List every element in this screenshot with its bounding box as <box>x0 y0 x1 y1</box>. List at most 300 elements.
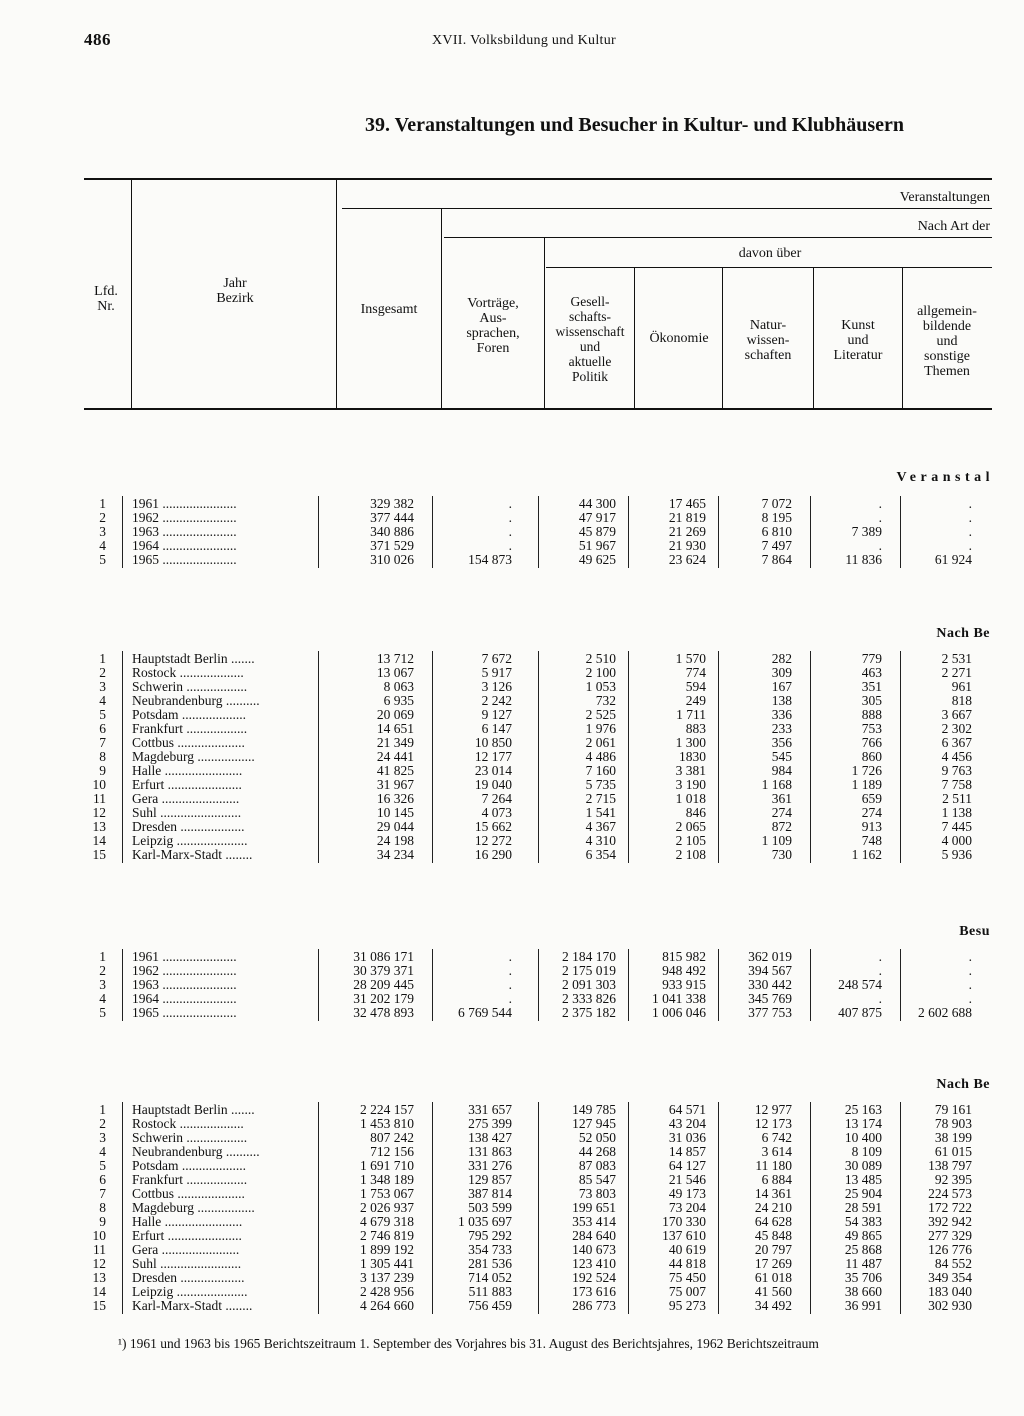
cell-value: . <box>508 963 512 978</box>
column-separator <box>900 496 901 568</box>
row-number: 13 <box>92 819 106 834</box>
cell-value: . <box>508 538 512 553</box>
cell-value: 2 333 826 <box>562 991 616 1006</box>
cell-value: 2 602 688 <box>918 1005 972 1020</box>
cell-value: 356 <box>771 735 792 750</box>
cell-value: 64 127 <box>668 1158 706 1173</box>
row-label: 1962 ...................... <box>132 964 237 978</box>
table-row <box>80 511 990 525</box>
table-row <box>80 1285 990 1299</box>
row-label: Potsdam ................... <box>132 1159 247 1173</box>
cell-value: 3 667 <box>941 707 972 722</box>
column-separator <box>432 949 433 1021</box>
header-divider-6 <box>722 267 723 408</box>
row-number: 6 <box>99 721 106 736</box>
cell-value: 1 348 189 <box>360 1172 414 1187</box>
cell-value: 20 069 <box>376 707 414 722</box>
cell-value: 2 531 <box>941 651 972 666</box>
cell-value: . <box>968 524 972 539</box>
cell-value: 6 935 <box>383 693 414 708</box>
cell-value: . <box>878 963 882 978</box>
cell-value: 7 072 <box>761 496 792 511</box>
column-separator <box>122 496 123 568</box>
cell-value: 3 190 <box>675 777 706 792</box>
cell-value: 138 797 <box>928 1158 972 1173</box>
cell-value: 2 746 819 <box>360 1228 414 1243</box>
column-separator <box>900 651 901 863</box>
cell-value: 2 105 <box>675 833 706 848</box>
cell-value: 2 511 <box>942 791 972 806</box>
section-heading-veranstaltungen-years: Veranstal <box>896 470 994 485</box>
cell-value: 1 691 710 <box>360 1158 414 1173</box>
cell-value: 49 625 <box>578 552 616 567</box>
table-row <box>80 722 990 736</box>
header-rule-nach-art <box>444 237 992 238</box>
cell-value: 79 161 <box>934 1102 972 1117</box>
cell-value: 6 884 <box>761 1172 792 1187</box>
table-row <box>80 950 990 964</box>
cell-value: 248 574 <box>838 977 882 992</box>
cell-value: 330 442 <box>748 977 792 992</box>
row-number: 5 <box>99 1005 106 1020</box>
cell-value: 172 722 <box>928 1200 972 1215</box>
running-head: XVII. Volksbildung und Kultur <box>432 33 616 48</box>
table-row <box>80 1173 990 1187</box>
column-separator <box>628 949 629 1021</box>
cell-value: . <box>508 524 512 539</box>
cell-value: 6 354 <box>585 847 616 862</box>
section-heading-besucher-years: Besu <box>959 924 990 939</box>
cell-value: 1 053 <box>585 679 616 694</box>
table-row <box>80 1271 990 1285</box>
cell-value: 5 735 <box>585 777 616 792</box>
cell-value: 732 <box>595 693 616 708</box>
table-row <box>80 1215 990 1229</box>
cell-value: 4 264 660 <box>360 1298 414 1313</box>
table-row <box>80 694 990 708</box>
column-separator <box>122 651 123 863</box>
row-number: 2 <box>99 665 106 680</box>
cell-value: 52 050 <box>578 1130 616 1145</box>
cell-value: 331 276 <box>468 1158 512 1173</box>
cell-value: 75 007 <box>668 1284 706 1299</box>
cell-value: 51 967 <box>578 538 616 553</box>
cell-value: 7 672 <box>481 651 512 666</box>
cell-value: . <box>508 977 512 992</box>
table-row <box>80 992 990 1006</box>
cell-value: 7 264 <box>481 791 512 806</box>
column-separator <box>718 651 719 863</box>
cell-value: 748 <box>861 833 882 848</box>
cell-value: 1 300 <box>675 735 706 750</box>
row-label: Gera ....................... <box>132 1243 240 1257</box>
cell-value: 8 195 <box>761 510 792 525</box>
row-number: 4 <box>99 693 106 708</box>
cell-value: 361 <box>771 791 792 806</box>
cell-value: 7 864 <box>761 552 792 567</box>
cell-value: 21 819 <box>668 510 706 525</box>
cell-value: 64 571 <box>668 1102 706 1117</box>
cell-value: 14 361 <box>754 1186 792 1201</box>
cell-value: 5 936 <box>941 847 972 862</box>
cell-value: 38 660 <box>844 1284 882 1299</box>
cell-value: 45 879 <box>578 524 616 539</box>
cell-value: 32 478 893 <box>353 1005 414 1020</box>
cell-value: 286 773 <box>572 1298 616 1313</box>
column-separator <box>538 1102 539 1314</box>
cell-value: 310 026 <box>370 552 414 567</box>
header-bottom-rule <box>84 408 992 410</box>
cell-value: 173 616 <box>572 1284 616 1299</box>
row-label: Hauptstadt Berlin ....... <box>132 652 255 666</box>
cell-value: 8 109 <box>851 1144 882 1159</box>
cell-value: 281 536 <box>468 1256 512 1271</box>
cell-value: 2 175 019 <box>562 963 616 978</box>
cell-value: 6 147 <box>481 721 512 736</box>
cell-value: 61 018 <box>754 1270 792 1285</box>
cell-value: 302 930 <box>928 1298 972 1313</box>
cell-value: 29 044 <box>376 819 414 834</box>
cell-value: . <box>508 510 512 525</box>
row-number: 2 <box>99 963 106 978</box>
cell-value: 41 825 <box>376 763 414 778</box>
header-rule-davon <box>546 267 992 268</box>
cell-value: 1 753 067 <box>360 1186 414 1201</box>
cell-value: 25 163 <box>844 1102 882 1117</box>
cell-value: 2 525 <box>585 707 616 722</box>
row-number: 8 <box>99 1200 106 1215</box>
row-label: Neubrandenburg .......... <box>132 1145 260 1159</box>
table-row <box>80 1117 990 1131</box>
table-row <box>80 1131 990 1145</box>
column-separator <box>718 949 719 1021</box>
cell-value: 224 573 <box>928 1186 972 1201</box>
cell-value: 14 857 <box>668 1144 706 1159</box>
row-number: 5 <box>99 1158 106 1173</box>
row-label: 1961 ...................... <box>132 497 237 511</box>
cell-value: . <box>878 496 882 511</box>
cell-value: 43 204 <box>668 1116 706 1131</box>
column-separator <box>318 651 319 863</box>
cell-value: 47 917 <box>578 510 616 525</box>
cell-value: 13 485 <box>844 1172 882 1187</box>
cell-value: 127 945 <box>572 1116 616 1131</box>
header-top-rule <box>84 178 992 180</box>
cell-value: 860 <box>861 749 882 764</box>
cell-value: 75 450 <box>668 1270 706 1285</box>
row-label: Leipzig ..................... <box>132 1285 248 1299</box>
row-number: 2 <box>99 510 106 525</box>
table-row <box>80 553 990 567</box>
cell-value: 4 486 <box>585 749 616 764</box>
cell-value: 12 177 <box>474 749 512 764</box>
row-number: 9 <box>99 763 106 778</box>
cell-value: 282 <box>771 651 792 666</box>
cell-value: 24 441 <box>376 749 414 764</box>
cell-value: 137 610 <box>662 1228 706 1243</box>
table-row <box>80 792 990 806</box>
cell-value: 31 202 179 <box>353 991 414 1006</box>
cell-value: . <box>878 949 882 964</box>
cell-value: 31 967 <box>376 777 414 792</box>
cell-value: 503 599 <box>468 1200 512 1215</box>
cell-value: 774 <box>685 665 706 680</box>
row-number: 14 <box>92 833 106 848</box>
cell-value: 4 000 <box>941 833 972 848</box>
cell-value: 511 883 <box>468 1284 512 1299</box>
cell-value: 7 445 <box>941 819 972 834</box>
cell-value: 30 089 <box>844 1158 882 1173</box>
cell-value: 44 268 <box>578 1144 616 1159</box>
cell-value: 17 465 <box>668 496 706 511</box>
row-number: 5 <box>99 707 106 722</box>
row-number: 1 <box>99 496 106 511</box>
header-divider-3 <box>441 208 442 408</box>
row-label: 1965 ...................... <box>132 553 237 567</box>
cell-value: 2 375 182 <box>562 1005 616 1020</box>
cell-value: 192 524 <box>572 1270 616 1285</box>
cell-value: 2 108 <box>675 847 706 862</box>
row-label: Schwerin .................. <box>132 1131 248 1145</box>
cell-value: 19 040 <box>474 777 512 792</box>
cell-value: 28 591 <box>844 1200 882 1215</box>
table-row <box>80 708 990 722</box>
cell-value: 336 <box>771 707 792 722</box>
cell-value: 712 156 <box>370 1144 414 1159</box>
column-separator <box>538 651 539 863</box>
row-number: 11 <box>93 1242 106 1257</box>
cell-value: 24 198 <box>376 833 414 848</box>
table-row <box>80 666 990 680</box>
row-number: 14 <box>92 1284 106 1299</box>
cell-value: 49 173 <box>668 1186 706 1201</box>
cell-value: 126 776 <box>928 1242 972 1257</box>
cell-value: 2 184 170 <box>562 949 616 964</box>
cell-value: 138 427 <box>468 1130 512 1145</box>
cell-value: 4 073 <box>481 805 512 820</box>
row-label: Magdeburg ................. <box>132 1201 255 1215</box>
cell-value: 167 <box>771 679 792 694</box>
page-number: 486 <box>84 30 111 49</box>
row-label: 1963 ...................... <box>132 978 237 992</box>
cell-value: . <box>508 496 512 511</box>
cell-value: . <box>968 949 972 964</box>
row-label: 1965 ...................... <box>132 1006 237 1020</box>
row-label: Gera ....................... <box>132 792 240 806</box>
table-row <box>80 978 990 992</box>
header-divider-8 <box>902 267 903 408</box>
cell-value: 12 173 <box>754 1116 792 1131</box>
cell-value: 10 400 <box>844 1130 882 1145</box>
cell-value: 1830 <box>679 749 706 764</box>
footnote: ¹) 1961 und 1963 bis 1965 Berichtszeitraum 1. September des Vorjahres bis 31. August des Berichtsjahres, 1962 Berichtszeitraum <box>118 1336 819 1351</box>
header-insgesamt: Insgesamt <box>360 302 418 317</box>
cell-value: 25 868 <box>844 1242 882 1257</box>
cell-value: 349 354 <box>928 1270 972 1285</box>
cell-value: 779 <box>861 651 882 666</box>
cell-value: 183 040 <box>928 1284 972 1299</box>
cell-value: 351 <box>861 679 882 694</box>
cell-value: 38 199 <box>934 1130 972 1145</box>
column-separator <box>810 1102 811 1314</box>
cell-value: 7 758 <box>941 777 972 792</box>
column-separator <box>538 496 539 568</box>
header-group-davon: davon über <box>738 246 802 261</box>
cell-value: 394 567 <box>748 963 792 978</box>
cell-value: 984 <box>771 763 792 778</box>
cell-value: 95 273 <box>668 1298 706 1313</box>
cell-value: 7 160 <box>585 763 616 778</box>
row-label: Frankfurt .................. <box>132 1173 248 1187</box>
cell-value: . <box>508 949 512 964</box>
section-heading-veranstaltungen-bezirke: Nach Be <box>936 626 990 641</box>
row-label: Hauptstadt Berlin ....... <box>132 1103 255 1117</box>
row-label: Magdeburg ................. <box>132 750 255 764</box>
column-separator <box>318 1102 319 1314</box>
cell-value: 3 137 239 <box>360 1270 414 1285</box>
cell-value: 85 547 <box>578 1172 616 1187</box>
row-label: 1963 ...................... <box>132 525 237 539</box>
table-row <box>80 1201 990 1215</box>
row-label: 1962 ...................... <box>132 511 237 525</box>
cell-value: 10 850 <box>474 735 512 750</box>
cell-value: 2 091 303 <box>562 977 616 992</box>
cell-value: 714 052 <box>468 1270 512 1285</box>
column-separator <box>900 1102 901 1314</box>
cell-value: 4 456 <box>941 749 972 764</box>
cell-value: 25 904 <box>844 1186 882 1201</box>
row-number: 15 <box>92 1298 106 1313</box>
column-separator <box>318 496 319 568</box>
row-label: Halle ....................... <box>132 764 243 778</box>
table-row <box>80 1243 990 1257</box>
header-rule-veranstaltungen <box>342 208 992 209</box>
column-separator <box>900 949 901 1021</box>
cell-value: 249 <box>685 693 706 708</box>
column-separator <box>432 496 433 568</box>
cell-value: 274 <box>771 805 792 820</box>
cell-value: 16 326 <box>376 791 414 806</box>
table-row <box>80 750 990 764</box>
cell-value: . <box>878 510 882 525</box>
cell-value: 17 269 <box>754 1256 792 1271</box>
table-row <box>80 1145 990 1159</box>
row-label: Suhl ........................ <box>132 806 242 820</box>
cell-value: 277 329 <box>928 1228 972 1243</box>
row-number: 3 <box>99 524 106 539</box>
column-separator <box>122 949 123 1021</box>
cell-value: . <box>508 991 512 1006</box>
cell-value: 284 640 <box>572 1228 616 1243</box>
cell-value: 354 733 <box>468 1242 512 1257</box>
cell-value: 1 711 <box>676 707 706 722</box>
table-row <box>80 1299 990 1313</box>
row-label: Karl-Marx-Stadt ........ <box>132 1299 253 1313</box>
cell-value: 275 399 <box>468 1116 512 1131</box>
cell-value: 138 <box>771 693 792 708</box>
row-label: Rostock ................... <box>132 666 244 680</box>
cell-value: 13 174 <box>844 1116 882 1131</box>
cell-value: . <box>878 991 882 1006</box>
row-number: 4 <box>99 1144 106 1159</box>
section-heading-besucher-bezirke: Nach Be <box>936 1077 990 1092</box>
column-separator <box>432 651 433 863</box>
cell-value: 7 497 <box>761 538 792 553</box>
cell-value: 1 109 <box>761 833 792 848</box>
cell-value: 305 <box>861 693 882 708</box>
cell-value: 6 367 <box>941 735 972 750</box>
cell-value: 9 763 <box>941 763 972 778</box>
cell-value: 8 063 <box>383 679 414 694</box>
header-natur: Natur- wissen- schaften <box>744 318 792 363</box>
cell-value: 31 036 <box>668 1130 706 1145</box>
cell-value: 233 <box>771 721 792 736</box>
cell-value: 149 785 <box>572 1102 616 1117</box>
cell-value: 11 836 <box>845 552 882 567</box>
cell-value: 21 930 <box>668 538 706 553</box>
cell-value: 340 886 <box>370 524 414 539</box>
table-row <box>80 1103 990 1117</box>
cell-value: . <box>968 538 972 553</box>
row-label: Frankfurt .................. <box>132 722 248 736</box>
row-number: 4 <box>99 991 106 1006</box>
table-row <box>80 736 990 750</box>
cell-value: 9 127 <box>481 707 512 722</box>
table-row <box>80 525 990 539</box>
cell-value: 2 065 <box>675 819 706 834</box>
cell-value: 23 624 <box>668 552 706 567</box>
cell-value: 1 168 <box>761 777 792 792</box>
table-row <box>80 1257 990 1271</box>
row-number: 1 <box>99 651 106 666</box>
cell-value: 815 982 <box>662 949 706 964</box>
header-gesellschaft: Gesell- schafts- wissenschaft und aktuelle Politik <box>555 294 625 384</box>
row-label: Potsdam ................... <box>132 708 247 722</box>
cell-value: 1 035 697 <box>458 1214 512 1229</box>
cell-value: 463 <box>861 665 882 680</box>
cell-value: 34 492 <box>754 1298 792 1313</box>
cell-value: 807 242 <box>370 1130 414 1145</box>
cell-value: 371 529 <box>370 538 414 553</box>
cell-value: 24 210 <box>754 1200 792 1215</box>
cell-value: 30 379 371 <box>353 963 414 978</box>
cell-value: . <box>878 538 882 553</box>
cell-value: 21 349 <box>376 735 414 750</box>
cell-value: 872 <box>771 819 792 834</box>
row-label: Suhl ........................ <box>132 1257 242 1271</box>
cell-value: 961 <box>951 679 972 694</box>
cell-value: 353 414 <box>572 1214 616 1229</box>
cell-value: 41 560 <box>754 1284 792 1299</box>
cell-value: 1 899 192 <box>360 1242 414 1257</box>
table-row <box>80 778 990 792</box>
cell-value: 331 657 <box>468 1102 512 1117</box>
row-label: Dresden ................... <box>132 820 245 834</box>
cell-value: 3 614 <box>761 1144 792 1159</box>
row-label: Cottbus .................... <box>132 1187 245 1201</box>
row-number: 3 <box>99 977 106 992</box>
cell-value: 21 269 <box>668 524 706 539</box>
table-row <box>80 539 990 553</box>
cell-value: . <box>968 496 972 511</box>
cell-value: 4 367 <box>585 819 616 834</box>
cell-value: . <box>968 977 972 992</box>
cell-value: 387 814 <box>468 1186 512 1201</box>
row-label: Karl-Marx-Stadt ........ <box>132 848 253 862</box>
cell-value: 2 271 <box>941 665 972 680</box>
row-number: 8 <box>99 749 106 764</box>
cell-value: 545 <box>771 749 792 764</box>
